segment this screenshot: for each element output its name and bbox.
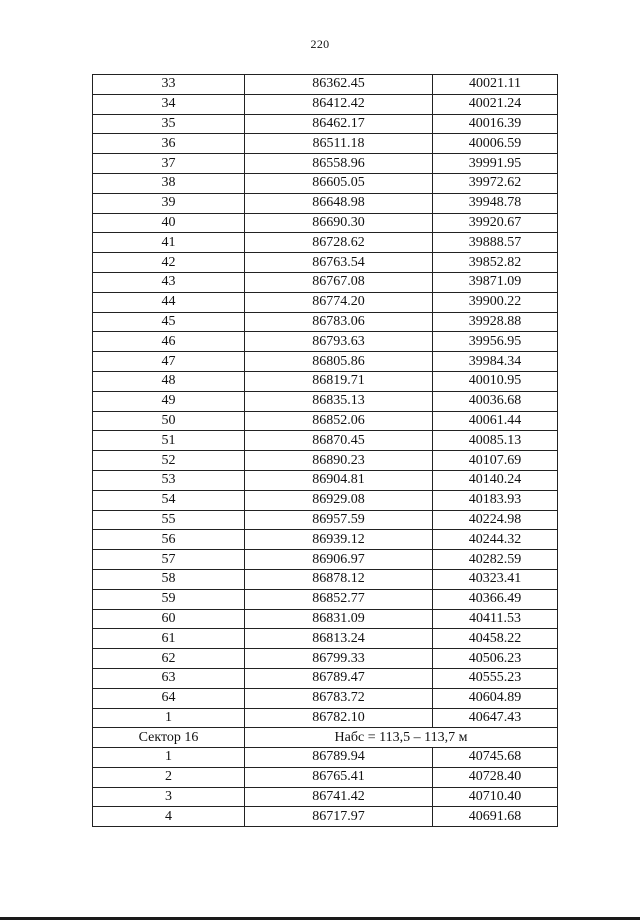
- point-number-cell: 53: [93, 470, 245, 490]
- point-number-cell: 40: [93, 213, 245, 233]
- table-row: [93, 371, 558, 391]
- sector-label: Сектор 16: [93, 728, 245, 748]
- table-row: [93, 253, 558, 273]
- table-row: [93, 589, 558, 609]
- point-number-cell: 33: [93, 75, 245, 95]
- table-row: [93, 272, 558, 292]
- point-number-cell: 63: [93, 668, 245, 688]
- y-coordinate-cell: 40244.32: [433, 530, 558, 550]
- table-row: [93, 609, 558, 629]
- y-coordinate-cell: 40647.43: [433, 708, 558, 728]
- y-coordinate-cell: 39948.78: [433, 193, 558, 213]
- point-number-cell: 52: [93, 451, 245, 471]
- table-row: [93, 431, 558, 451]
- point-number-cell: 62: [93, 649, 245, 669]
- point-number-cell: 64: [93, 688, 245, 708]
- y-coordinate-cell: 40006.59: [433, 134, 558, 154]
- point-number-cell: 46: [93, 332, 245, 352]
- table-row: [93, 391, 558, 411]
- y-coordinate-cell: 40021.24: [433, 94, 558, 114]
- table-row: [93, 75, 558, 95]
- x-coordinate-cell: 86929.08: [245, 490, 433, 510]
- x-coordinate-cell: 86799.33: [245, 649, 433, 669]
- point-number-cell: 38: [93, 173, 245, 193]
- table-row: [93, 94, 558, 114]
- sector-table-row: [93, 748, 558, 768]
- table-row: [93, 688, 558, 708]
- point-number-cell: 3: [93, 787, 245, 807]
- y-coordinate-cell: 39928.88: [433, 312, 558, 332]
- point-number-cell: 44: [93, 292, 245, 312]
- point-number-cell: 55: [93, 510, 245, 530]
- x-coordinate-cell: 86805.86: [245, 352, 433, 372]
- table-row: [93, 213, 558, 233]
- x-coordinate-cell: 86717.97: [245, 807, 433, 827]
- point-number-cell: 54: [93, 490, 245, 510]
- x-coordinate-cell: 86789.94: [245, 748, 433, 768]
- y-coordinate-cell: 39920.67: [433, 213, 558, 233]
- table-row: [93, 668, 558, 688]
- x-coordinate-cell: 86782.10: [245, 708, 433, 728]
- y-coordinate-cell: 40010.95: [433, 371, 558, 391]
- y-coordinate-cell: 40745.68: [433, 748, 558, 768]
- x-coordinate-cell: 86939.12: [245, 530, 433, 550]
- sector-height-note: Набс = 113,5 – 113,7 м: [245, 728, 558, 748]
- x-coordinate-cell: 86870.45: [245, 431, 433, 451]
- sector-header-row: [93, 728, 558, 748]
- x-coordinate-cell: 86831.09: [245, 609, 433, 629]
- point-number-cell: 1: [93, 708, 245, 728]
- table-row: [93, 569, 558, 589]
- x-coordinate-cell: 86728.62: [245, 233, 433, 253]
- point-number-cell: 57: [93, 550, 245, 570]
- table-row: [93, 292, 558, 312]
- x-coordinate-cell: 86412.42: [245, 94, 433, 114]
- x-coordinate-cell: 86763.54: [245, 253, 433, 273]
- point-number-cell: 42: [93, 253, 245, 273]
- point-number-cell: 48: [93, 371, 245, 391]
- x-coordinate-cell: 86906.97: [245, 550, 433, 570]
- x-coordinate-cell: 86890.23: [245, 451, 433, 471]
- y-coordinate-cell: 40282.59: [433, 550, 558, 570]
- point-number-cell: 47: [93, 352, 245, 372]
- point-number-cell: 50: [93, 411, 245, 431]
- x-coordinate-cell: 86690.30: [245, 213, 433, 233]
- page-number: 220: [310, 37, 330, 51]
- table-row: [93, 312, 558, 332]
- point-number-cell: 2: [93, 767, 245, 787]
- x-coordinate-cell: 86362.45: [245, 75, 433, 95]
- point-number-cell: 4: [93, 807, 245, 827]
- y-coordinate-cell: 40183.93: [433, 490, 558, 510]
- point-number-cell: 60: [93, 609, 245, 629]
- x-coordinate-cell: 86835.13: [245, 391, 433, 411]
- x-coordinate-cell: 86783.72: [245, 688, 433, 708]
- sector-table-row: [93, 767, 558, 787]
- y-coordinate-cell: 39900.22: [433, 292, 558, 312]
- x-coordinate-cell: 86774.20: [245, 292, 433, 312]
- point-number-cell: 39: [93, 193, 245, 213]
- table-row: [93, 352, 558, 372]
- x-coordinate-cell: 86605.05: [245, 173, 433, 193]
- y-coordinate-cell: 40036.68: [433, 391, 558, 411]
- x-coordinate-cell: 86767.08: [245, 272, 433, 292]
- y-coordinate-cell: 40691.68: [433, 807, 558, 827]
- x-coordinate-cell: 86878.12: [245, 569, 433, 589]
- point-number-cell: 37: [93, 154, 245, 174]
- y-coordinate-cell: 40021.11: [433, 75, 558, 95]
- x-coordinate-cell: 86852.77: [245, 589, 433, 609]
- x-coordinate-cell: 86813.24: [245, 629, 433, 649]
- coordinates-table: [92, 74, 558, 827]
- point-number-cell: 51: [93, 431, 245, 451]
- x-coordinate-cell: 86819.71: [245, 371, 433, 391]
- y-coordinate-cell: 39991.95: [433, 154, 558, 174]
- coordinates-table-body: [93, 75, 558, 827]
- table-row: [93, 114, 558, 134]
- sector-table-row: [93, 807, 558, 827]
- y-coordinate-cell: 40411.53: [433, 609, 558, 629]
- table-row: [93, 490, 558, 510]
- y-coordinate-cell: 40728.40: [433, 767, 558, 787]
- x-coordinate-cell: 86852.06: [245, 411, 433, 431]
- x-coordinate-cell: 86765.41: [245, 767, 433, 787]
- x-coordinate-cell: 86783.06: [245, 312, 433, 332]
- table-row: [93, 550, 558, 570]
- point-number-cell: 36: [93, 134, 245, 154]
- point-number-cell: 41: [93, 233, 245, 253]
- table-row: [93, 451, 558, 471]
- x-coordinate-cell: 86741.42: [245, 787, 433, 807]
- y-coordinate-cell: 40710.40: [433, 787, 558, 807]
- y-coordinate-cell: 40140.24: [433, 470, 558, 490]
- table-row: [93, 233, 558, 253]
- y-coordinate-cell: 40061.44: [433, 411, 558, 431]
- table-row: [93, 173, 558, 193]
- table-row: [93, 470, 558, 490]
- point-number-cell: 58: [93, 569, 245, 589]
- point-number-cell: 35: [93, 114, 245, 134]
- y-coordinate-cell: 40458.22: [433, 629, 558, 649]
- table-row: [93, 332, 558, 352]
- y-coordinate-cell: 39852.82: [433, 253, 558, 273]
- table-row: [93, 134, 558, 154]
- y-coordinate-cell: 40604.89: [433, 688, 558, 708]
- y-coordinate-cell: 40323.41: [433, 569, 558, 589]
- point-number-cell: 43: [93, 272, 245, 292]
- table-row: [93, 193, 558, 213]
- y-coordinate-cell: 39984.34: [433, 352, 558, 372]
- y-coordinate-cell: 40366.49: [433, 589, 558, 609]
- y-coordinate-cell: 39871.09: [433, 272, 558, 292]
- point-number-cell: 59: [93, 589, 245, 609]
- table-row: [93, 649, 558, 669]
- x-coordinate-cell: 86648.98: [245, 193, 433, 213]
- x-coordinate-cell: 86511.18: [245, 134, 433, 154]
- point-number-cell: 34: [93, 94, 245, 114]
- y-coordinate-cell: 39888.57: [433, 233, 558, 253]
- x-coordinate-cell: 86558.96: [245, 154, 433, 174]
- x-coordinate-cell: 86462.17: [245, 114, 433, 134]
- y-coordinate-cell: 40016.39: [433, 114, 558, 134]
- point-number-cell: 49: [93, 391, 245, 411]
- y-coordinate-cell: 40085.13: [433, 431, 558, 451]
- y-coordinate-cell: 39972.62: [433, 173, 558, 193]
- point-number-cell: 45: [93, 312, 245, 332]
- y-coordinate-cell: 40107.69: [433, 451, 558, 471]
- point-number-cell: 56: [93, 530, 245, 550]
- y-coordinate-cell: 39956.95: [433, 332, 558, 352]
- table-row: [93, 708, 558, 728]
- table-row: [93, 629, 558, 649]
- x-coordinate-cell: 86957.59: [245, 510, 433, 530]
- x-coordinate-cell: 86789.47: [245, 668, 433, 688]
- table-row: [93, 510, 558, 530]
- sector-table-row: [93, 787, 558, 807]
- table-row: [93, 154, 558, 174]
- table-row: [93, 530, 558, 550]
- x-coordinate-cell: 86904.81: [245, 470, 433, 490]
- point-number-cell: 1: [93, 748, 245, 768]
- y-coordinate-cell: 40555.23: [433, 668, 558, 688]
- y-coordinate-cell: 40506.23: [433, 649, 558, 669]
- point-number-cell: 61: [93, 629, 245, 649]
- y-coordinate-cell: 40224.98: [433, 510, 558, 530]
- x-coordinate-cell: 86793.63: [245, 332, 433, 352]
- table-row: [93, 411, 558, 431]
